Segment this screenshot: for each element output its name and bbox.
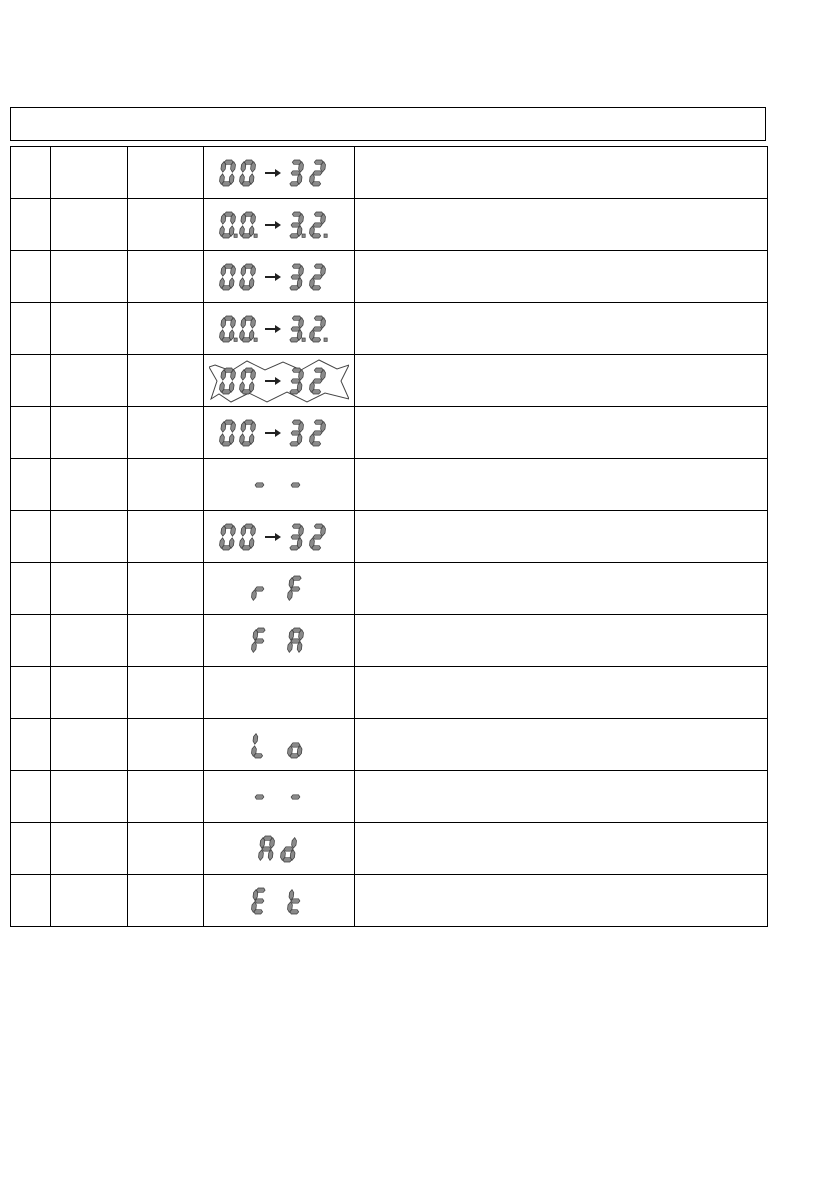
index-cell [11,615,51,667]
display-segment [221,161,226,172]
condition-cell [51,459,128,511]
seven-seg-range-icon [209,151,349,195]
seven-seg-lo-icon [209,723,349,767]
display-segment [221,317,226,328]
state-cell [128,511,204,563]
display-segment [291,378,300,382]
state-cell [128,147,204,199]
table-title-bar [10,107,766,141]
display-segment [313,274,322,278]
display-segment [313,534,322,538]
display-segment [252,589,257,600]
index-cell [11,563,51,615]
seven-seg-fa-icon [209,619,349,663]
display-segment [221,265,226,276]
table-row [11,147,768,199]
display-segment [256,888,265,892]
condition-cell [51,355,128,407]
seven-seg-dash-icon [209,775,349,819]
condition-cell [51,147,128,199]
display-segment [291,586,300,590]
display-segment [288,589,293,600]
table-row [11,823,768,875]
display-segment [312,337,321,341]
display-cell [204,459,355,511]
state-cell [128,355,204,407]
condition-cell [51,615,128,667]
display-segment [312,441,321,445]
condition-cell [51,875,128,927]
display-segment [241,213,246,224]
description-cell [355,251,768,303]
seven-seg-rf-icon [209,567,349,611]
display-segment [255,794,264,798]
display-cell [204,355,355,407]
table-row [11,563,768,615]
table-row [11,875,768,927]
description-cell [355,771,768,823]
display-segment [313,378,322,382]
display-segment [290,389,299,393]
display-segment [291,222,300,226]
condition-cell [51,667,128,719]
table-row [11,615,768,667]
state-cell [128,563,204,615]
seven-seg-range-dots-icon [209,203,349,247]
display-segment [312,181,321,185]
display-decimal-point [234,338,237,341]
table-row [11,771,768,823]
description-cell [355,303,768,355]
display-segment [313,222,322,226]
condition-cell [51,563,128,615]
state-cell [128,459,204,511]
table-row [11,667,768,719]
display-decimal-point [234,234,237,237]
display-segment [221,525,226,536]
display-segment [241,265,246,276]
display-segment [313,430,322,434]
description-cell [355,511,768,563]
state-cell [128,303,204,355]
table-row [11,719,768,771]
display-decimal-point [254,338,257,341]
display-segment [313,326,322,330]
display-segment [256,628,265,632]
display-cell [204,771,355,823]
display-segment [313,170,322,174]
display-cell [204,875,355,927]
display-segment [291,794,300,798]
index-cell [11,511,51,563]
seven-seg-dash-icon [209,463,349,507]
condition-cell [51,511,128,563]
description-cell [355,407,768,459]
display-segment [252,641,257,652]
description-cell [355,355,768,407]
display-segment [312,545,321,549]
index-cell [11,407,51,459]
display-segment [291,274,300,278]
state-cell [128,251,204,303]
table-row [11,459,768,511]
seven-seg-range-dots-icon [209,307,349,351]
display-segment [253,733,258,744]
display-cell [204,407,355,459]
description-cell [355,459,768,511]
table-row [11,199,768,251]
display-segment [291,742,300,746]
condition-cell [51,407,128,459]
display-cell [204,823,355,875]
display-segment [290,181,299,185]
display-segment [290,441,299,445]
display-segment [221,421,226,432]
description-cell [355,823,768,875]
index-cell [11,823,51,875]
state-cell [128,199,204,251]
display-cell [204,719,355,771]
state-cell [128,615,204,667]
state-cell [128,771,204,823]
display-segment [259,849,264,860]
index-cell [11,303,51,355]
display-segment [254,753,263,757]
table-row [11,303,768,355]
description-cell [355,667,768,719]
index-cell [11,771,51,823]
display-cell [204,251,355,303]
description-cell [355,615,768,667]
table-title [11,108,765,124]
display-code-table [10,146,768,927]
index-cell [11,875,51,927]
table-row [11,511,768,563]
display-segment [312,389,321,393]
condition-cell [51,719,128,771]
seven-seg-et-icon [209,879,349,923]
display-segment [291,638,300,642]
index-cell [11,199,51,251]
display-cell [204,199,355,251]
display-segment [291,482,300,486]
condition-cell [51,251,128,303]
display-segment [290,337,299,341]
display-segment [254,909,263,913]
description-cell [355,875,768,927]
display-segment [262,846,271,850]
state-cell [128,823,204,875]
display-decimal-point [302,338,305,341]
display-decimal-point [324,338,327,341]
display-segment [241,317,246,328]
index-cell [11,719,51,771]
display-segment [290,285,299,289]
state-cell [128,407,204,459]
display-segment [255,586,264,590]
condition-cell [51,303,128,355]
seven-seg-range-icon [209,255,349,299]
display-segment [312,233,321,237]
index-cell [11,355,51,407]
display-cell [204,667,355,719]
index-cell [11,251,51,303]
display-segment [221,213,226,224]
display-segment [290,909,299,913]
state-cell [128,667,204,719]
display-decimal-point [324,234,327,237]
display-cell [204,511,355,563]
seven-seg-flashing-range-icon [209,359,349,403]
state-cell [128,875,204,927]
display-cell [204,147,355,199]
display-cell [204,615,355,667]
display-decimal-point [254,234,257,237]
display-segment [241,525,246,536]
display-segment [255,898,264,902]
index-cell [11,459,51,511]
display-segment [284,846,293,850]
display-segment [291,534,300,538]
seven-seg-range-icon [209,515,349,559]
display-segment [291,170,300,174]
display-segment [290,233,299,237]
display-segment [255,638,264,642]
index-cell [11,667,51,719]
display-cell [204,563,355,615]
display-decimal-point [302,234,305,237]
display-segment [291,326,300,330]
condition-cell [51,823,128,875]
description-cell [355,719,768,771]
table-row [11,407,768,459]
index-cell [11,147,51,199]
table-row [11,251,768,303]
display-segment [241,421,246,432]
table-row [11,355,768,407]
display-segment [290,545,299,549]
seven-seg-ad-icon [209,827,349,871]
display-segment [288,641,293,652]
seven-seg-range-icon [209,411,349,455]
condition-cell [51,771,128,823]
display-segment [241,161,246,172]
state-cell [128,719,204,771]
description-cell [355,147,768,199]
display-cell [204,303,355,355]
description-cell [355,199,768,251]
display-segment [292,576,301,580]
display-segment [292,837,297,848]
description-cell [355,563,768,615]
display-segment [291,898,300,902]
display-segment [312,285,321,289]
display-segment [291,430,300,434]
display-segment [255,482,264,486]
condition-cell [51,199,128,251]
